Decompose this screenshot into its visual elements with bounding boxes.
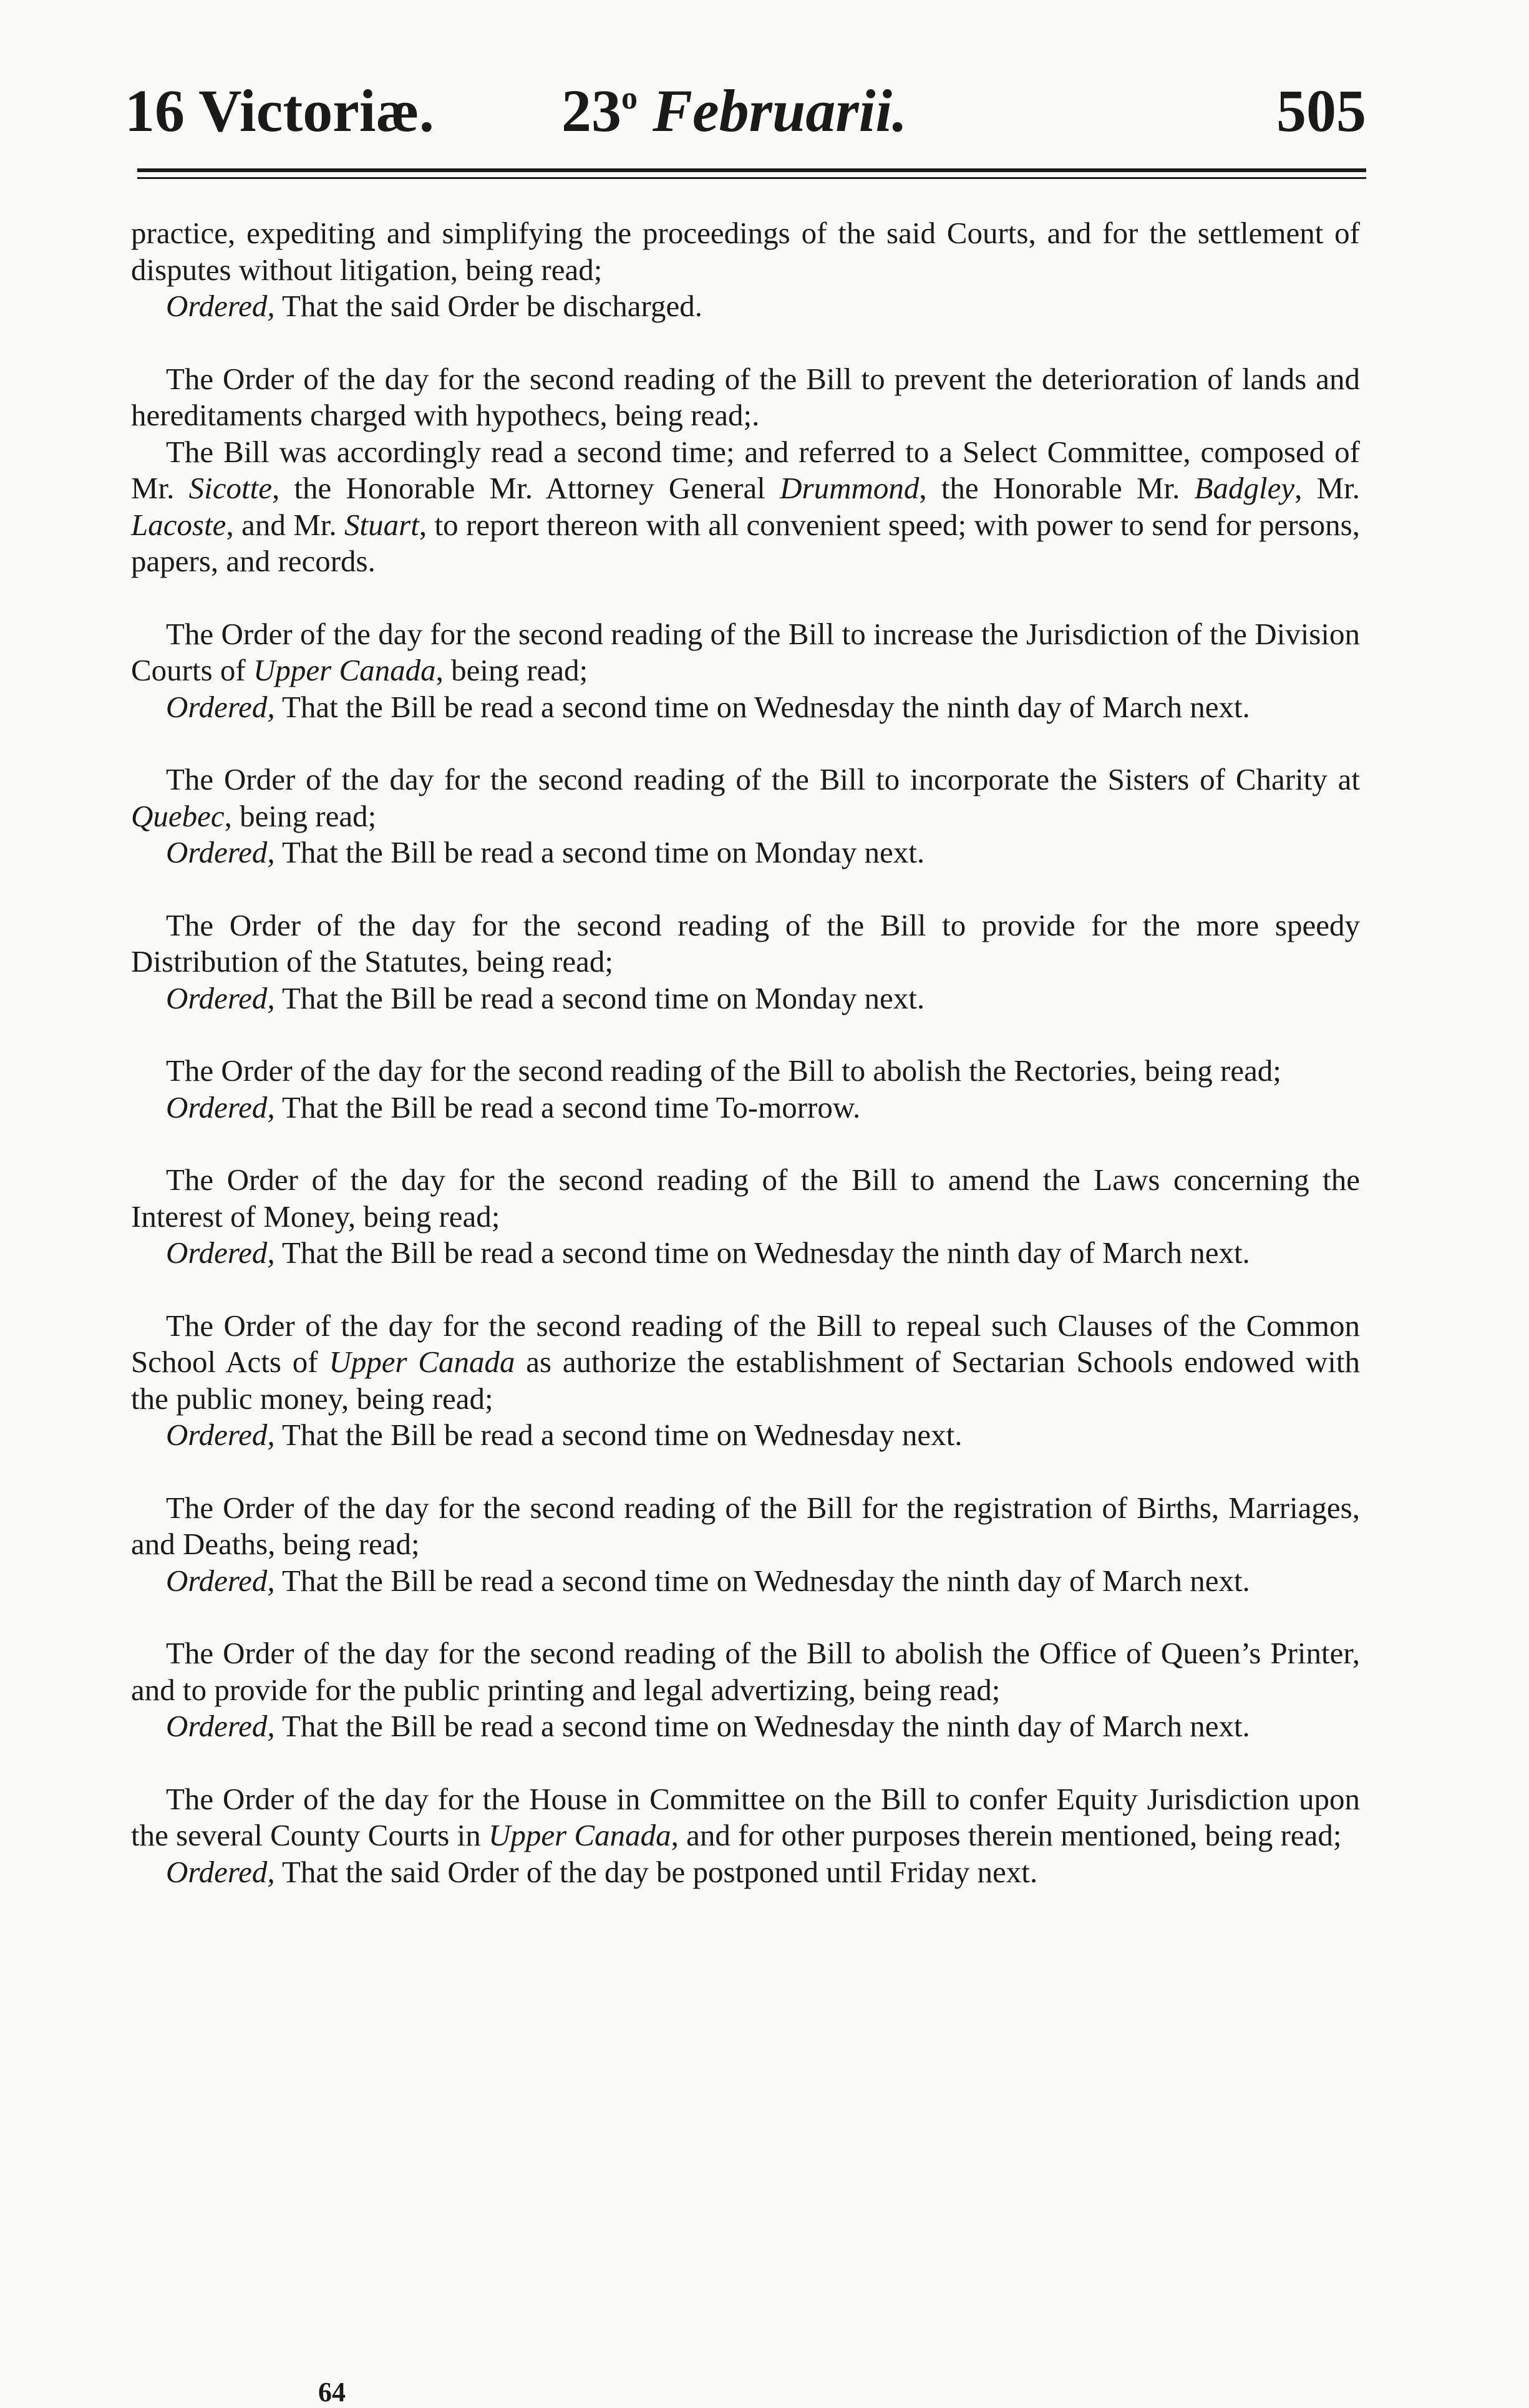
- entry-intro: [131, 1781, 1360, 1854]
- entry-intro: [131, 1490, 1360, 1563]
- proceedings-text: The Bill was accordingly read a second time; and referred to a Select Committee, composed of Mr.: [131, 434, 1360, 505]
- ordered-line: [131, 1090, 1360, 1126]
- italic-name: Quebec: [131, 798, 225, 833]
- header-rule-thick: [137, 168, 1366, 172]
- italic-name: Upper Canada: [488, 1818, 671, 1852]
- member-name: Stuart: [344, 507, 419, 542]
- ordered-text: That the Bill be read a second time on Wednesday the ninth day of March next.: [274, 689, 1250, 724]
- header-regnal-year: 16 Victoriæ.: [125, 77, 434, 144]
- journal-body: [131, 215, 1360, 1927]
- proceedings-text: , and Mr.: [226, 507, 345, 542]
- entry-intro-text: The Order of the day for the second reading of the Bill to abolish the Office of Queen’s Printer, and to provide for the public printing and legal advertizing, being read;: [131, 1636, 1360, 1707]
- member-name: Badgley: [1194, 471, 1295, 505]
- ordered-line: [131, 1854, 1360, 1891]
- ordered-label: Ordered,: [166, 289, 275, 323]
- member-name: Drummond: [780, 471, 920, 505]
- ordered-text: That the Bill be read a second time on Wednesday the ninth day of March next.: [274, 1709, 1250, 1743]
- entry-intro-text: , and for other purposes therein mentioned, being read;: [671, 1818, 1342, 1852]
- ordered-label: Ordered,: [166, 1709, 275, 1743]
- ordered-line: [131, 689, 1360, 726]
- entry-intro-text: The Order of the day for the second reading of the Bill for the registration of Births, Marriages, and Deaths, being read;: [131, 1490, 1360, 1561]
- ordered-label: Ordered,: [166, 1854, 275, 1889]
- signature-mark: 64: [318, 2377, 346, 2407]
- ordered-text: That the Bill be read a second time on Monday next.: [274, 980, 925, 1015]
- entry-intro-text: The Order of the day for the second reading of the Bill to incorporate the Sisters of Charity at: [166, 762, 1360, 796]
- ordered-line: [131, 834, 1360, 871]
- header-day-ordinal: o: [621, 80, 638, 116]
- entry-intro: [131, 1053, 1360, 1090]
- ordered-text: That the Bill be read a second time on Monday next.: [274, 835, 925, 869]
- ordered-label: Ordered,: [166, 1090, 275, 1124]
- italic-name: Upper Canada: [329, 1345, 515, 1379]
- header-day: 23: [561, 77, 621, 144]
- running-header: [119, 69, 1366, 162]
- entry-intro: [131, 762, 1360, 834]
- entry-intro-text: The Order of the day for the second reading of the Bill to repeal such Clauses of the Common School Acts of: [131, 1308, 1360, 1379]
- ordered-text: That the Bill be read a second time on Wednesday the ninth day of March next.: [274, 1235, 1250, 1270]
- entry-intro-text: The Order of the day for the second reading of the Bill to increase the Jurisdiction of the Division Courts of: [131, 616, 1360, 687]
- page-number: 505: [1276, 77, 1366, 144]
- ordered-line: [131, 288, 1360, 325]
- entry-intro: [131, 1162, 1360, 1235]
- entry-intro-text: , being read;: [435, 653, 588, 687]
- proceedings-text: , the Honorable Mr.: [919, 471, 1195, 505]
- proceedings-text: , the Honorable Mr. Attorney General: [271, 471, 780, 505]
- ordered-text: That the said Order of the day be postponed until Friday next.: [274, 1854, 1038, 1889]
- order-of-day-entry: [131, 907, 1360, 1017]
- entry-intro-text: The Order of the day for the second reading of the Bill to provide for the more speedy Distribution of the Statutes, being read;: [131, 907, 1360, 979]
- member-name: Sicotte: [188, 471, 272, 505]
- ordered-label: Ordered,: [166, 689, 275, 724]
- order-of-day-entry: [131, 1053, 1360, 1126]
- ordered-label: Ordered,: [166, 1563, 275, 1598]
- ordered-label: Ordered,: [166, 1235, 275, 1270]
- ordered-text: That the said Order be discharged.: [274, 289, 702, 323]
- ordered-label: Ordered,: [166, 980, 275, 1015]
- order-of-day-entry: [131, 1162, 1360, 1272]
- ordered-line: [131, 1708, 1360, 1745]
- order-of-day-entry: [131, 762, 1360, 871]
- order-of-day-entry: [131, 215, 1360, 325]
- order-of-day-entry: [131, 616, 1360, 726]
- entry-intro: [131, 1635, 1360, 1708]
- ordered-line: [131, 980, 1360, 1017]
- ordered-line: [131, 1563, 1360, 1600]
- entry-intro: [131, 616, 1360, 689]
- ordered-line: [131, 1417, 1360, 1454]
- entry-intro-text: as authorize the establishment of Sectarian Schools endowed with the public money, being read;: [131, 1345, 1361, 1416]
- entry-intro-text: The Order of the day for the second reading of the Bill to abolish the Rectories, being read;: [166, 1053, 1281, 1088]
- proceedings-text: , to report thereon with all convenient speed; with power to send for persons, papers, and records.: [131, 507, 1361, 578]
- entry-proceedings: [131, 434, 1360, 580]
- entry-intro-text: , being read;: [224, 798, 377, 833]
- entry-intro: [131, 1308, 1360, 1418]
- entry-intro: [131, 907, 1360, 980]
- italic-name: Upper Canada: [253, 653, 436, 687]
- header-month: Februarii.: [653, 77, 908, 144]
- entry-intro: [131, 215, 1360, 288]
- entry-intro-text: The Order of the day for the House in Committee on the Bill to confer Equity Jurisdiction upon the several County Courts in: [131, 1781, 1360, 1852]
- ordered-text: That the Bill be read a second time To-morrow.: [274, 1090, 861, 1124]
- ordered-text: That the Bill be read a second time on Wednesday next.: [274, 1418, 963, 1452]
- header-rule-thin: [137, 177, 1366, 179]
- order-of-day-entry: [131, 1308, 1360, 1454]
- header-date: [561, 76, 907, 145]
- ordered-label: Ordered,: [166, 835, 275, 869]
- ordered-label: Ordered,: [166, 1418, 275, 1452]
- entry-intro-text: The Order of the day for the second reading of the Bill to amend the Laws concerning the Interest of Money, being read;: [131, 1163, 1360, 1234]
- ordered-line: [131, 1235, 1360, 1272]
- order-of-day-entry: [131, 361, 1360, 580]
- entry-intro: [131, 361, 1360, 434]
- order-of-day-entry: [131, 1490, 1360, 1600]
- entry-intro-text: The Order of the day for the second reading of the Bill to prevent the deterioration of lands and hereditaments charged with hypothecs, being read;.: [131, 361, 1360, 432]
- member-name: Lacoste: [131, 507, 226, 542]
- order-of-day-entry: [131, 1781, 1360, 1891]
- journal-page: [119, 69, 1366, 2407]
- ordered-text: That the Bill be read a second time on Wednesday the ninth day of March next.: [274, 1563, 1250, 1598]
- entry-intro-text: practice, expediting and simplifying the proceedings of the said Courts, and for the settlement of disputes without litigation, being read;: [131, 216, 1360, 287]
- proceedings-text: , Mr.: [1294, 471, 1360, 505]
- order-of-day-entry: [131, 1635, 1360, 1745]
